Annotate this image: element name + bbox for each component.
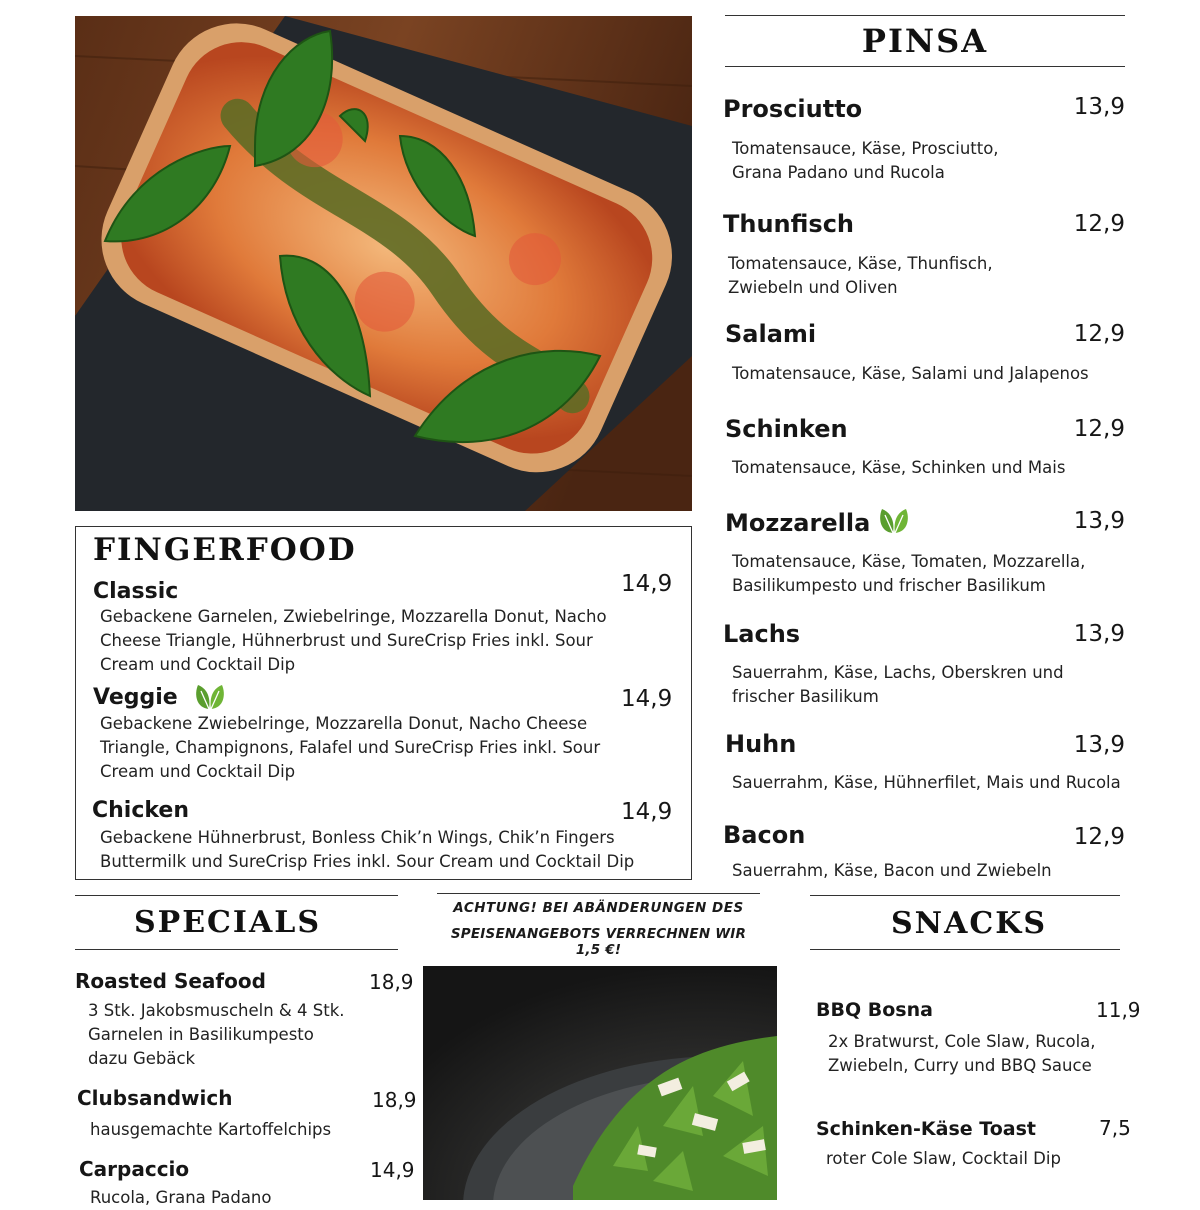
- pinsa-item-name: Schinken: [725, 415, 848, 443]
- snacks-item-desc: 2x Bratwurst, Cole Slaw, Rucola, Zwiebeln, Curry und BBQ Sauce: [828, 1032, 1096, 1075]
- pinsa-item-price: 13,9: [1073, 94, 1125, 120]
- snacks-bottom-rule: [810, 949, 1120, 950]
- fingerfood-item-name: Chicken: [92, 798, 190, 823]
- pinsa-bottom-rule: [725, 66, 1125, 67]
- snacks-item-name: Schinken-Käse Toast: [816, 1118, 1036, 1140]
- fingerfood-item-name: Veggie: [93, 685, 178, 710]
- pinsa-item-desc: Sauerrahm, Käse, Lachs, Oberskren und frischer Basilikum: [732, 663, 1064, 706]
- notice-line-1: ACHTUNG! BEI ABÄNDERUNGEN DES: [453, 900, 744, 916]
- specials-bottom-rule: [75, 949, 398, 950]
- specials-item-name: Roasted Seafood: [75, 969, 266, 993]
- pinsa-item-desc: Tomatensauce, Käse, Schinken und Mais: [732, 458, 1066, 477]
- pinsa-item-price: 13,9: [1073, 621, 1125, 647]
- pinsa-item-price: 12,9: [1073, 321, 1125, 347]
- pinsa-item-price: 12,9: [1073, 211, 1125, 237]
- pinsa-top-rule: [725, 15, 1125, 16]
- pinsa-item-name: Prosciutto: [723, 95, 863, 123]
- salad-photo: [423, 966, 777, 1200]
- pinsa-item-price: 12,9: [1073, 416, 1125, 442]
- specials-item-name: Carpaccio: [79, 1157, 190, 1181]
- specials-item-price: 18,9: [372, 1088, 417, 1112]
- snacks-item-desc: roter Cole Slaw, Cocktail Dip: [826, 1149, 1061, 1168]
- pinsa-photo: [75, 16, 692, 511]
- pinsa-item-name: Mozzarella: [725, 509, 871, 537]
- pinsa-item-desc: Tomatensauce, Käse, Salami und Jalapenos: [732, 364, 1089, 383]
- pinsa-item-desc: Tomatensauce, Käse, Tomaten, Mozzarella, Basilikumpesto und frischer Basilikum: [732, 552, 1086, 595]
- snacks-item-price: 7,5: [1099, 1116, 1131, 1140]
- specials-item-desc: 3 Stk. Jakobsmuscheln & 4 Stk. Garnelen in Basilikumpesto dazu Gebäck: [88, 1001, 345, 1068]
- pinsa-item-price: 13,9: [1073, 508, 1125, 534]
- specials-item-name: Clubsandwich: [77, 1086, 233, 1110]
- specials-item-desc: Rucola, Grana Padano: [90, 1188, 272, 1207]
- fingerfood-item-name: Classic: [93, 579, 179, 604]
- pinsa-item-name: Huhn: [725, 730, 797, 758]
- fingerfood-item-desc: Gebackene Hühnerbrust, Bonless Chik’n Wings, Chik’n Fingers Buttermilk und SureCrisp Fries inkl. Sour Cream und Cocktail Dip: [100, 828, 635, 871]
- leaf-icon: [192, 682, 228, 712]
- fingerfood-item-desc: Gebackene Zwiebelringe, Mozzarella Donut, Nacho Cheese Triangle, Champignons, Falafel und SureCrisp Fries inkl. Sour Cream und Cocktail Dip: [100, 714, 601, 781]
- snacks-title: SNACKS: [891, 906, 1047, 941]
- pinsa-item-name: Lachs: [723, 620, 801, 648]
- specials-item-price: 18,9: [369, 970, 414, 994]
- pinsa-title: PINSA: [861, 22, 989, 60]
- fingerfood-item-price: 14,9: [621, 686, 673, 712]
- notice-line-2: SPEISENANGEBOTS VERRECHNEN WIR 1,5 €!: [450, 926, 747, 958]
- fingerfood-item-desc: Gebackene Garnelen, Zwiebelringe, Mozzarella Donut, Nacho Cheese Triangle, Hühnerbrust und SureCrisp Fries inkl. Sour Cream und Cocktail Dip: [100, 607, 607, 674]
- fingerfood-item-price: 14,9: [621, 571, 673, 597]
- specials-title: SPECIALS: [133, 905, 322, 940]
- pinsa-item-desc: Tomatensauce, Käse, Prosciutto, Grana Padano und Rucola: [732, 139, 999, 182]
- snacks-item-price: 11,9: [1096, 998, 1141, 1022]
- fingerfood-title: FINGERFOOD: [93, 532, 357, 568]
- leaf-icon: [876, 506, 912, 536]
- specials-item-desc: hausgemachte Kartoffelchips: [90, 1120, 332, 1139]
- pinsa-item-desc: Tomatensauce, Käse, Thunfisch, Zwiebeln und Oliven: [728, 254, 993, 297]
- specials-item-price: 14,9: [370, 1158, 415, 1182]
- fingerfood-item-price: 14,9: [621, 799, 673, 825]
- pinsa-item-price: 13,9: [1073, 732, 1125, 758]
- notice-top-rule: [437, 893, 760, 894]
- pinsa-item-desc: Sauerrahm, Käse, Hühnerfilet, Mais und Rucola: [732, 773, 1121, 792]
- pinsa-item-name: Thunfisch: [723, 210, 855, 238]
- pinsa-item-name: Bacon: [723, 821, 806, 849]
- snacks-top-rule: [810, 895, 1120, 896]
- pinsa-item-name: Salami: [725, 320, 817, 348]
- specials-top-rule: [75, 895, 398, 896]
- pinsa-item-desc: Sauerrahm, Käse, Bacon und Zwiebeln: [732, 861, 1052, 880]
- snacks-item-name: BBQ Bosna: [816, 999, 933, 1021]
- pinsa-item-price: 12,9: [1073, 824, 1125, 850]
